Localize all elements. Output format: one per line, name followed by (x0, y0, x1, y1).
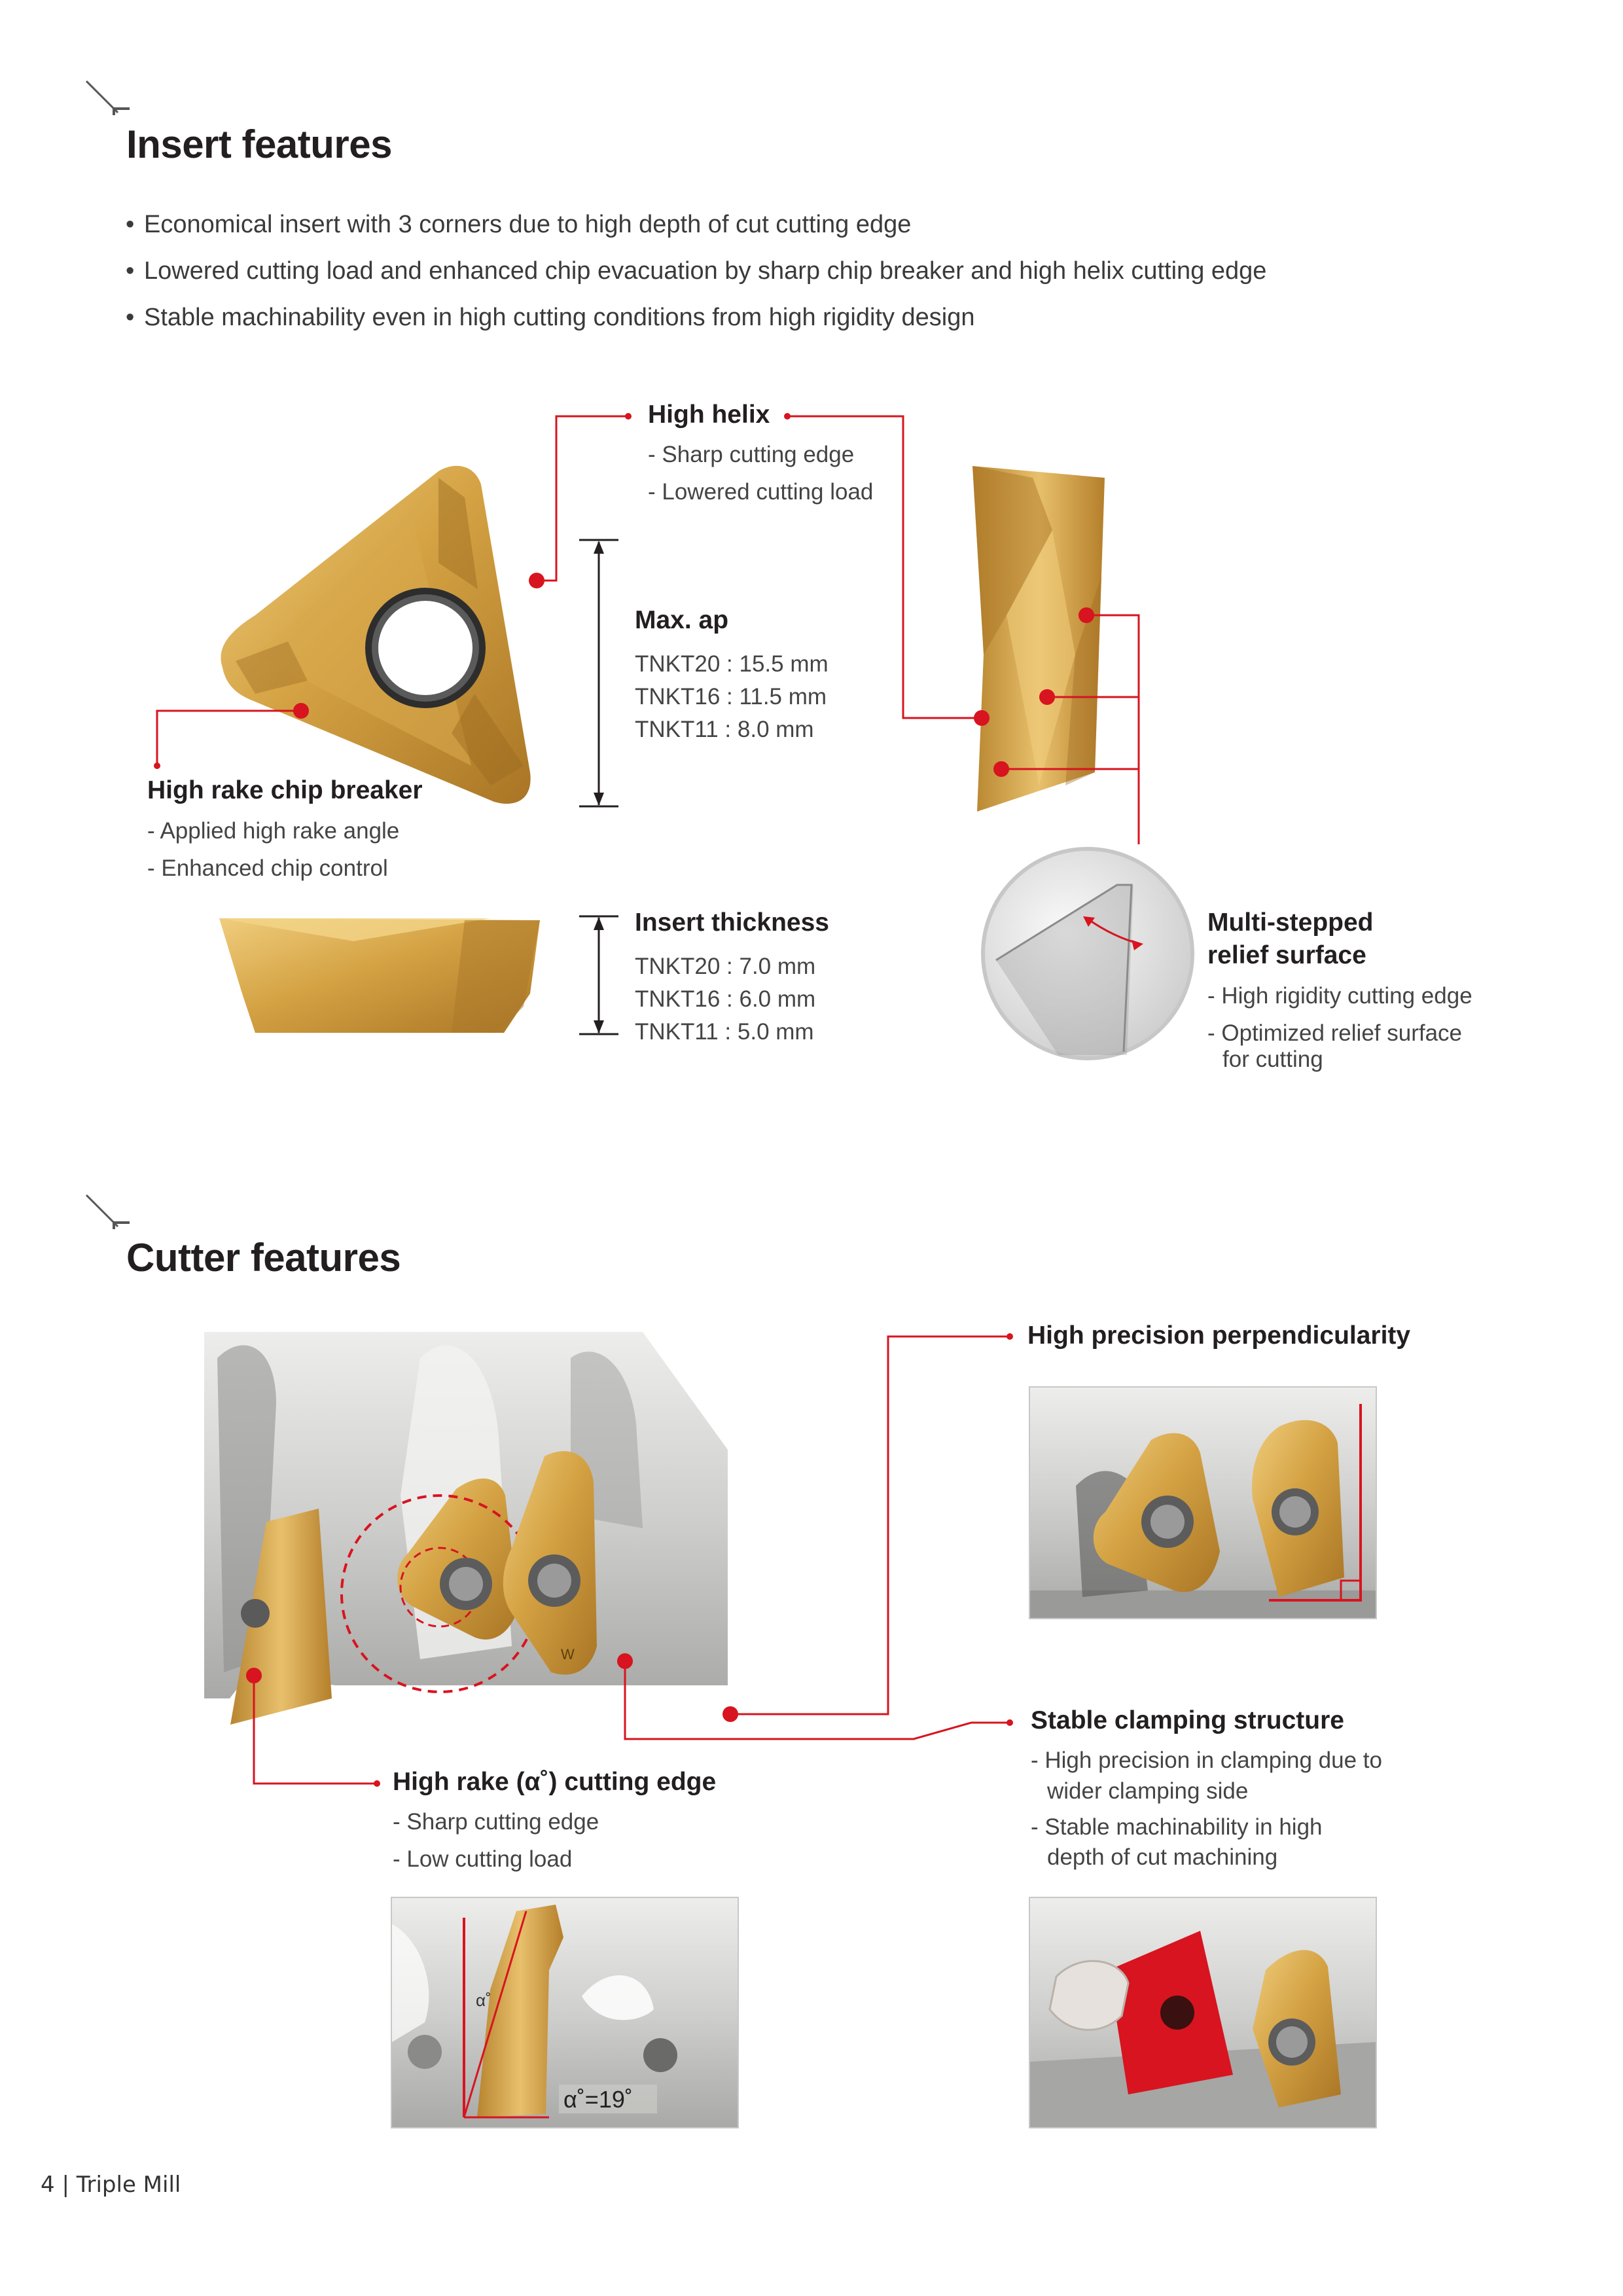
high-rake-chip-breaker-title: High rake chip breaker (147, 776, 423, 804)
perpendicularity-image (1029, 1386, 1377, 1619)
high-rake-edge-title: High rake (α˚) cutting edge (393, 1768, 717, 1796)
high-helix-title: High helix (648, 401, 770, 429)
list-item: - Optimized relief surface (1207, 1020, 1463, 1046)
list-item: - High precision in clamping due to (1031, 1748, 1382, 1773)
list-item: wider clamping side (1047, 1778, 1249, 1804)
spec-line: TNKT16 : 6.0 mm (635, 986, 816, 1012)
list-item: - Sharp cutting edge (393, 1809, 599, 1835)
high-precision-title: High precision perpendicularity (1027, 1321, 1411, 1350)
spec-line: TNKT16 : 11.5 mm (635, 684, 827, 709)
clamping-structure-image (1029, 1897, 1377, 2128)
list-item: - Stable machinability in high (1031, 1814, 1323, 1840)
multi-stepped-title-line2: relief surface (1207, 941, 1366, 969)
list-item: • Economical insert with 3 corners due to high depth of cut cutting edge (126, 209, 1266, 255)
list-item: for cutting (1222, 1047, 1323, 1072)
page-footer (41, 2172, 181, 2198)
cutter-features-title: Cutter features (126, 1236, 401, 1280)
spec-line: TNKT20 : 15.5 mm (635, 651, 829, 677)
leader-lines-cutter (0, 1113, 1623, 1898)
list-item: • Stable machinability even in high cutting conditions from high rigidity design (126, 302, 1266, 348)
alpha-angle-label: α˚ (476, 1990, 491, 2010)
insert-features-title: Insert features (126, 122, 392, 166)
max-ap-title: Max. ap (635, 606, 729, 634)
page-number: 4 (41, 2172, 55, 2198)
stable-clamping-title: Stable clamping structure (1031, 1706, 1344, 1734)
list-item: - Lowered cutting load (648, 479, 874, 505)
spec-line: TNKT11 : 5.0 mm (635, 1019, 814, 1045)
multi-stepped-title-line1: Multi-stepped (1207, 908, 1374, 937)
list-item: depth of cut machining (1047, 1844, 1278, 1870)
alpha-angle-value: α˚=19˚ (563, 2086, 633, 2113)
list-item: - Enhanced chip control (147, 855, 388, 881)
product-name: Triple Mill (76, 2172, 181, 2198)
list-item: • Lowered cutting load and enhanced chip evacuation by sharp chip breaker and high helix cutting edge (126, 255, 1266, 302)
spec-line: TNKT11 : 8.0 mm (635, 717, 814, 742)
list-item: - High rigidity cutting edge (1207, 983, 1472, 1009)
leader-lines-insert (0, 0, 1623, 1113)
insert-thickness-title: Insert thickness (635, 908, 829, 937)
footer-separator: | (62, 2172, 69, 2198)
list-item: - Sharp cutting edge (648, 442, 855, 467)
rake-angle-image (391, 1897, 739, 2128)
list-item: - Low cutting load (393, 1846, 573, 1872)
insert-mark: W (561, 1646, 575, 1662)
spec-line: TNKT20 : 7.0 mm (635, 954, 816, 979)
list-item: - Applied high rake angle (147, 818, 400, 844)
